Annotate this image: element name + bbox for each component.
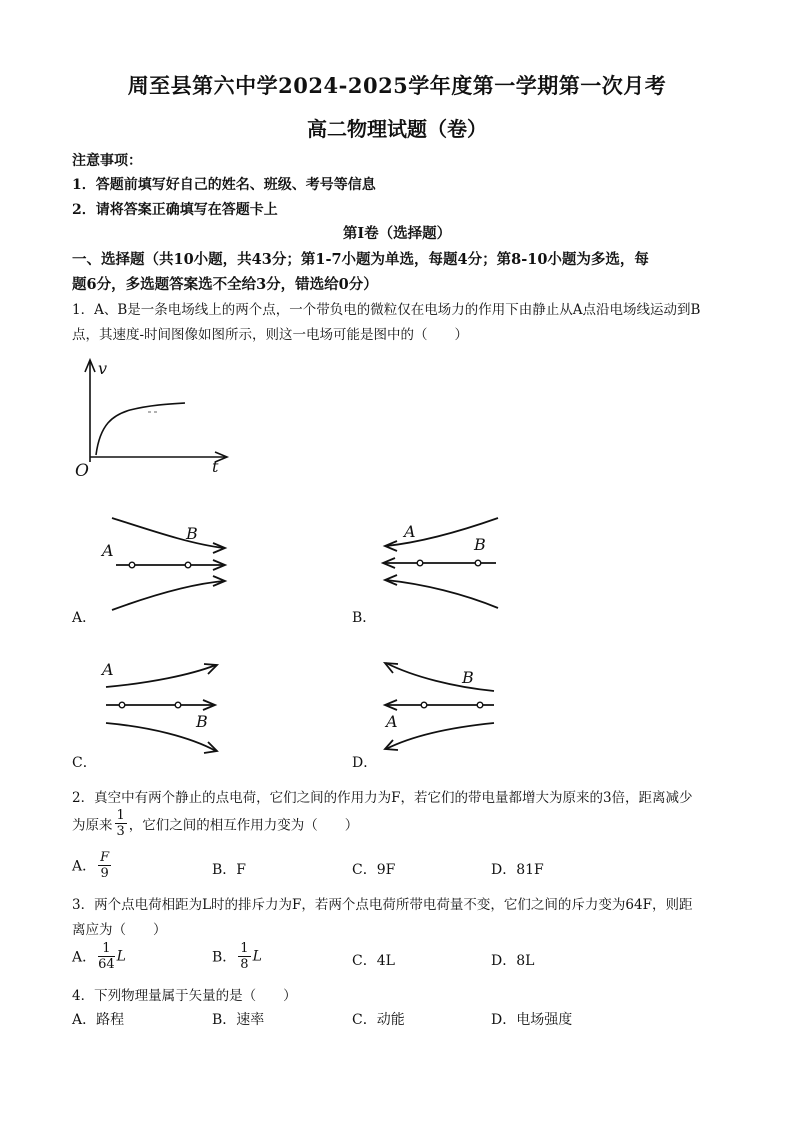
- q2-option-a[interactable]: [72, 850, 113, 881]
- q4-option-b[interactable]: B．速率: [212, 1012, 265, 1028]
- q1-stem-line2: 点，其速度-时间图像如图所示，则这一电场可能是图中的（ ）: [72, 327, 469, 343]
- point-b-label: B: [196, 712, 208, 731]
- q2-option-d[interactable]: D．81F: [491, 862, 544, 878]
- q4-option-c[interactable]: C．动能: [352, 1012, 405, 1028]
- notice-heading: 注意事项：: [72, 153, 142, 169]
- point-a-label: A: [102, 660, 114, 679]
- q2-option-b[interactable]: B．F: [212, 862, 247, 878]
- q3-option-d[interactable]: D．8L: [491, 953, 535, 969]
- q3-option-c[interactable]: C．4L: [352, 953, 395, 969]
- q2-option-a-denominator: 9: [100, 866, 109, 881]
- q3-option-b-suffix: L: [252, 948, 262, 965]
- q2-fraction: [115, 808, 127, 839]
- point-a-marker: [129, 562, 135, 568]
- q1-option-c-label[interactable]: C．: [72, 755, 97, 771]
- q2-fraction-denominator: 3: [116, 824, 125, 839]
- field-line-top: [112, 518, 224, 548]
- q3-option-a-denominator: 64: [98, 957, 115, 972]
- point-b-marker: [175, 702, 181, 708]
- field-line-top: [106, 665, 216, 687]
- q1-stem-line1: 1．A、B是一条电场线上的两个点，一个带负电的微粒仅在电场力的作用下由静止从A点沿电场线运动到B: [72, 302, 701, 318]
- section-instructions-line2: 题6分，多选题答案选不全给3分，错选给0分）: [72, 276, 378, 293]
- q3-option-a-suffix: L: [116, 948, 126, 965]
- q3-option-b-denominator: 8: [240, 957, 249, 972]
- q1-option-a-field-diagram: [100, 512, 240, 612]
- point-a-marker: [119, 702, 125, 708]
- graph-y-label: v: [98, 359, 108, 378]
- graph-origin-label: O: [75, 461, 89, 481]
- field-line-bottom: [112, 581, 224, 610]
- q3-option-b-numerator: 1: [240, 941, 249, 956]
- q1-option-a-label[interactable]: A．: [72, 610, 97, 626]
- point-a-marker: [421, 702, 427, 708]
- q1-option-d-field-diagram: [374, 655, 514, 755]
- q3-option-b[interactable]: [212, 941, 262, 972]
- point-b-marker: [185, 562, 191, 568]
- q2-stem-pre: 为原来: [72, 817, 113, 834]
- section-instructions-line1: 一、选择题（共10小题，共43分；第1-7小题为单选，每题4分；第8-10小题为多选，每: [72, 251, 649, 268]
- q2-stem-post: ，它们之间的相互作用力变为（ ）: [128, 817, 359, 834]
- q3-option-a-numerator: 1: [98, 941, 115, 957]
- q4-option-d[interactable]: D．电场强度: [491, 1012, 573, 1028]
- point-b-label: B: [462, 668, 474, 687]
- notice-item-2: 2．请将答案正确填写在答题卡上: [72, 202, 278, 218]
- exam-subtitle: 高二物理试题（卷）: [307, 117, 487, 141]
- point-a-label: A: [102, 541, 114, 560]
- q2-option-a-label: A．: [72, 858, 97, 875]
- graph-velocity-curve: [96, 403, 185, 455]
- q2-stem-line1: 2．真空中有两个静止的点电荷，它们之间的作用力为F，若它们的带电量都增大为原来的3倍，距离减少: [72, 790, 693, 806]
- q2-fraction-numerator: 1: [116, 808, 125, 823]
- q1-option-b-label[interactable]: B．: [352, 610, 377, 626]
- point-a-label: A: [386, 712, 398, 731]
- part-heading: 第Ⅰ卷（选择题）: [342, 225, 452, 242]
- q2-option-a-fraction: [98, 850, 111, 881]
- q3-option-a-label: A．: [72, 949, 97, 966]
- point-b-label: B: [186, 524, 198, 543]
- q3-option-a[interactable]: [72, 941, 126, 972]
- point-b-marker: [475, 560, 481, 566]
- q2-stem-line2: [72, 808, 358, 839]
- q4-stem: 4．下列物理量属于矢量的是（ ）: [72, 988, 297, 1004]
- q4-option-a[interactable]: A．路程: [72, 1012, 125, 1028]
- q1-vt-graph: [68, 352, 238, 482]
- point-b-marker: [477, 702, 483, 708]
- point-a-marker: [417, 560, 423, 566]
- q3-option-b-label: B．: [212, 949, 237, 966]
- graph-x-label: t: [212, 457, 219, 476]
- point-b-label: B: [474, 535, 486, 554]
- q1-option-c-field-diagram: [100, 655, 240, 755]
- field-line-top: [386, 663, 494, 691]
- q2-option-a-numerator: F: [100, 850, 110, 865]
- q1-option-b-field-diagram: [374, 512, 514, 612]
- q3-option-b-fraction: [238, 941, 250, 972]
- q3-stem-line2: 离应为（ ）: [72, 922, 167, 938]
- q3-option-a-fraction: [98, 941, 115, 972]
- notice-item-1: 1．答题前填写好自己的姓名、班级、考号等信息: [72, 177, 376, 193]
- q1-option-d-label[interactable]: D．: [352, 755, 378, 771]
- q2-option-c[interactable]: C．9F: [352, 862, 396, 878]
- field-line-bottom: [386, 580, 498, 608]
- point-a-label: A: [404, 522, 416, 541]
- exam-title: 周至县第六中学2024-2025学年度第一学期第一次月考: [127, 73, 667, 98]
- field-line-bottom: [386, 723, 494, 749]
- q3-stem-line1: 3．两个点电荷相距为L时的排斥力为F，若两个点电荷所带电荷量不变，它们之间的斥力变为64F，则距: [72, 897, 693, 913]
